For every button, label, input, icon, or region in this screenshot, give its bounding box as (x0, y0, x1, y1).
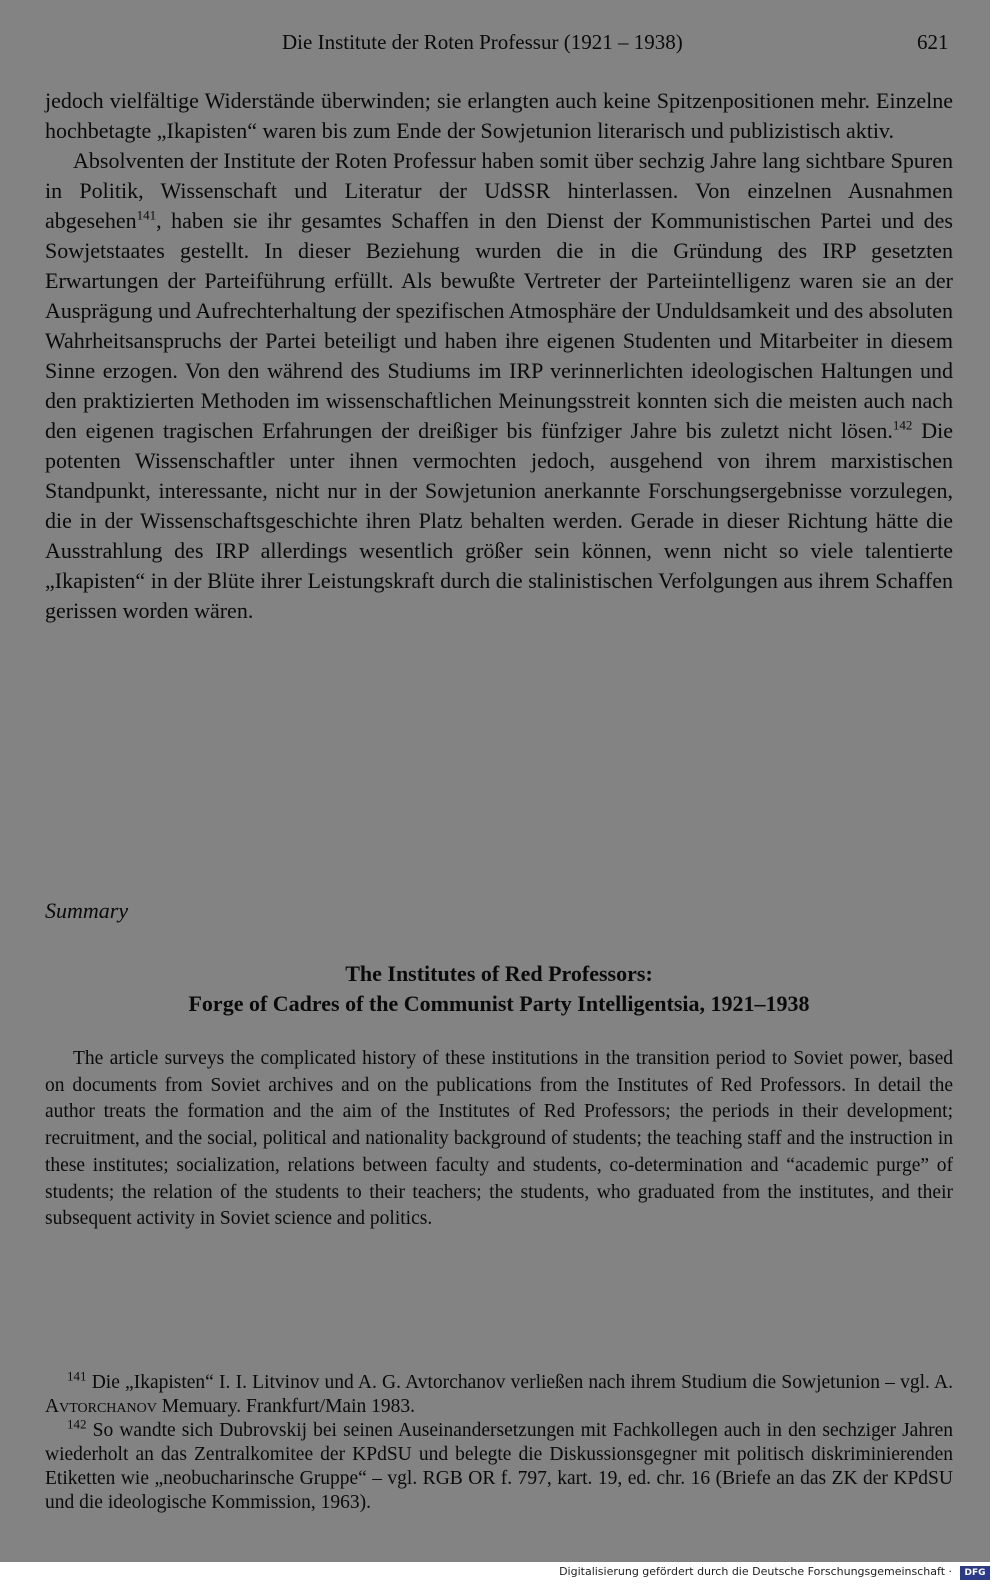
footnote-141-text-a: Die „Ikapisten“ I. I. Litvinov und A. G. Avtorchanov verließen nach ihrem Studium die Sowjetunion – vgl. A. (86, 1372, 953, 1393)
summary-title (45, 959, 953, 1019)
footnote-142-text: So wandte sich Dubrovskij bei seinen Auseinandersetzungen mit Fachkollegen auch in den sechziger Jahren wiederholt an das Zentralkomitee der KPdSU und belegte die Diskussionsgegner mit politisch diskriminierenden Etiketten wie „neobucharinsche Gruppe“ – vgl. RGB OR f. 797, kart. 19, ed. chr. 16 (Briefe an das ZK der KPdSU und die ideologische Kommission, 1963). (45, 1420, 953, 1513)
footnote-ref-142: 142 (892, 417, 913, 433)
footnote-141-author: Avtorchanov (45, 1396, 157, 1417)
footnote-ref-141: 141 (136, 207, 157, 223)
paragraph-2 (45, 146, 953, 626)
paragraph-2-part-c: Die potenten Wissenschaftler unter ihnen vermochten jedoch, ausgehend von ihrem marxistischen Standpunkt, interessante, nicht nur in der Sowjetunion anerkannte Forschungsergebnisse vorzulegen, die in der Wissenschaftsgeschichte ihren Platz behalten werden. Gerade in dieser Richtung hätte die Ausstrahlung des IRP allerdings wesentlich größer sein können, wenn nicht so viele talentierte „Ikapisten“ in der Blüte ihrer Leistungskraft durch die stalinistischen Verfolgungen aus ihrem Schaffen gerissen worden wären. (45, 418, 953, 623)
running-title: Die Institute der Roten Professur (1921 – 1938) (282, 30, 683, 54)
footnote-142 (45, 1416, 953, 1515)
summary-title-line-1: The Institutes of Red Professors: (345, 961, 653, 986)
footnote-number-141: 141 (67, 1368, 87, 1384)
page-number: 621 (917, 30, 949, 54)
footnote-141-text-b: Memuary. Frankfurt/Main 1983. (156, 1396, 415, 1417)
summary-abstract: The article surveys the complicated history of these institutions in the transition period to Soviet power, based on documents from Soviet archives and on the publications from the Institutes of Red Professors. In detail the author treats the formation and the aim of the Institutes of Red Professors; the periods in their development; recruitment, and the social, political and nationality background of students; the teaching staff and the instruction in these institutes; socialization, relations between faculty and students, co-determination and “academic purge” of students; the relation of the students to their teachers; the students, who graduated from the institutes, and their subsequent activity in Soviet science and politics. (45, 1048, 953, 1230)
paragraph-2-part-a: Absolventen der Institute der Roten Professur haben somit über sechzig Jahre lang sichtbare Spuren in Politik, Wissenschaft und Literatur der UdSSR hinterlassen. Von einzelnen Ausnahmen abgesehen (45, 148, 953, 233)
summary-title-line-2: Forge of Cadres of the Communist Party Intelligentsia, 1921–1938 (188, 991, 810, 1016)
funding-credit: Digitalisierung gefördert durch die Deutsche Forschungsgemeinschaft · (559, 1565, 952, 1578)
body-text (45, 86, 953, 626)
footnote-141 (45, 1368, 953, 1419)
paragraph-1: jedoch vielfältige Widerstände überwinden; sie erlangten auch keine Spitzenpositionen mehr. Einzelne hochbetagte „Ikapisten“ waren bis zum Ende der Sowjetunion literarisch und publizistisch aktiv. (45, 88, 953, 143)
summary-heading: Summary (45, 898, 129, 923)
dfg-logo-icon: DFG (960, 1566, 990, 1580)
paragraph-2-part-b: , haben sie ihr gesamtes Schaffen in den Dienst der Kommunistischen Partei und des Sowjetstaates gestellt. In dieser Beziehung wurden die in die Gründung des IRP gesetzten Erwartungen der Parteiführung erfüllt. Als bewußte Vertreter der Parteiintelligenz waren sie an der Ausprägung und Aufrechterhaltung der spezifischen Atmosphäre der Unduldsamkeit und des absoluten Wahrheitsanspruchs der Partei beteiligt und haben ihre eigenen Studenten und Mitarbeiter in diesem Sinne erzogen. Von den während des Studiums im IRP verinnerlichten ideologischen Haltungen und den praktizierten Methoden im wissenschaftlichen Meinungsstreit konnten sich die meisten auch nach den eigenen tragischen Erfahrungen der dreißiger bis fünfziger Jahre bis zuletzt nicht lösen. (45, 208, 953, 443)
digitization-footer (0, 1562, 1000, 1584)
running-header (0, 30, 990, 60)
footnotes (45, 1368, 953, 1515)
footnote-number-142: 142 (67, 1416, 87, 1432)
